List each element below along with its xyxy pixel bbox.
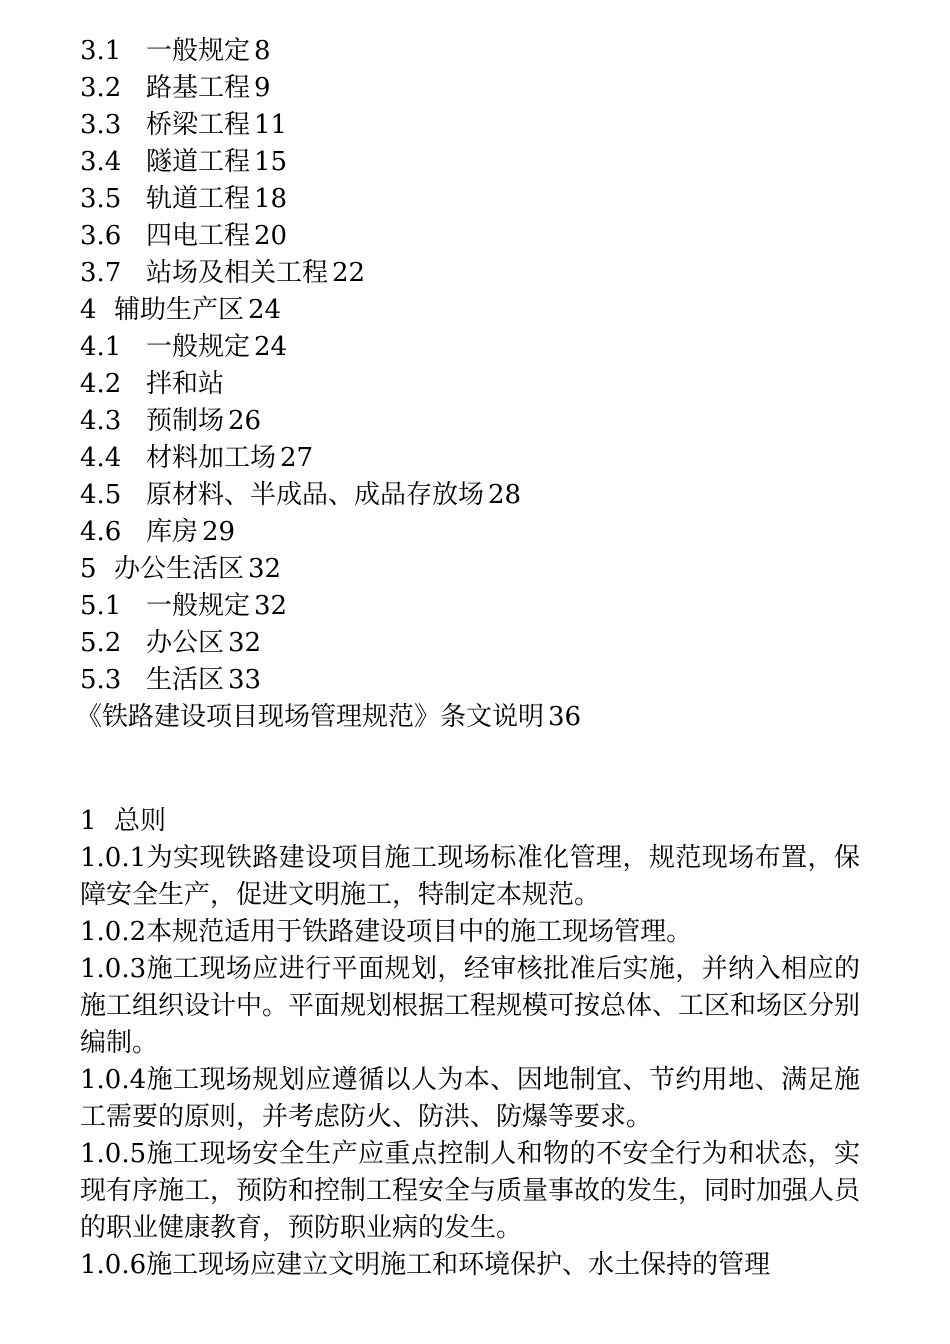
toc-entry-number: 5 [80,554,97,584]
general-provisions-section [80,803,860,1284]
toc-entry-number: 3.2 [80,73,122,103]
toc-entry-title: 预制场 [146,406,225,436]
toc-entry-number: 3.5 [80,184,122,214]
toc-entry-title: 桥梁工程 [146,110,251,140]
toc-entry-page: 24 [248,295,282,325]
toc-entry-page: 26 [228,406,262,436]
toc-entry-title: 拌和站 [146,369,225,399]
toc-entry-page: 36 [548,702,582,732]
toc-entry-page: 29 [202,517,236,547]
toc-entry-page: 33 [228,665,262,695]
section-heading-title: 总则 [114,806,167,836]
toc-entry-page: 20 [254,221,288,251]
toc-entry [80,33,920,70]
toc-entry-title: 库房 [146,517,199,547]
toc-entry-page: 22 [332,258,366,288]
toc-entry [80,403,920,440]
section-heading-number: 1 [80,806,97,836]
toc-entry-page: 9 [254,73,271,103]
toc-entry-number: 4.4 [80,443,122,473]
toc-entry [80,551,920,588]
toc-entry [80,144,920,181]
toc-entry-page: 27 [280,443,314,473]
toc-entry-number: 4.1 [80,332,122,362]
toc-entry [80,477,920,514]
toc-entry-number: 3.6 [80,221,122,251]
toc-entry-page: 8 [254,36,271,66]
toc-entry [80,625,920,662]
section-heading [80,803,860,840]
toc-entry [80,107,920,144]
toc-entry-page: 32 [248,554,282,584]
toc-entry [80,70,920,107]
clause-paragraph: 1.0.6施工现场应建立文明施工和环境保护、水土保持的管理 [80,1250,771,1280]
toc-entry-title: 四电工程 [146,221,251,251]
toc-entry-title: 一般规定 [146,36,251,66]
toc-entry-title: 站场及相关工程 [146,258,329,288]
toc-entry-title: 路基工程 [146,73,251,103]
toc-entry-number: 3.4 [80,147,122,177]
toc-entry-title: 轨道工程 [146,184,251,214]
clause-paragraph: 1.0.5施工现场安全生产应重点控制人和物的不安全行为和状态，实现有序施工，预防和控制工程安全与质量事故的发生，同时加强人员的职业健康教育，预防职业病的发生。 [80,1139,861,1243]
table-of-contents [76,33,920,736]
toc-entry-title: 生活区 [146,665,225,695]
toc-entry-number: 4.3 [80,406,122,436]
toc-entry-page: 11 [254,110,288,140]
toc-entry-number: 5.3 [80,665,122,695]
toc-entry-number: 3.1 [80,36,122,66]
toc-entry-title: 一般规定 [146,591,251,621]
toc-entry-title: 辅助生产区 [114,295,245,325]
toc-entry-number: 3.7 [80,258,122,288]
toc-entry [80,588,920,625]
toc-entry-title: 办公区 [146,628,225,658]
toc-entry-title: 材料加工场 [146,443,277,473]
clause-paragraph: 1.0.4施工现场规划应遵循以人为本、因地制宜、节约用地、满足施工需要的原则，并考虑防火、防洪、防爆等要求。 [80,1065,860,1132]
toc-entry [80,366,920,403]
toc-entry-number: 4.2 [80,369,122,399]
toc-entry-page: 32 [228,628,262,658]
toc-entry [80,218,920,255]
toc-entry [80,292,920,329]
toc-entry [80,662,920,699]
toc-entry-page: 24 [254,332,288,362]
clause-paragraph: 1.0.3施工现场应进行平面规划，经审核批准后实施，并纳入相应的施工组织设计中。平面规划根据工程规模可按总体、工区和场区分别编制。 [80,954,861,1058]
toc-entry-number: 4.6 [80,517,122,547]
toc-entry [80,440,920,477]
toc-entry [80,514,920,551]
toc-entry-title: 隧道工程 [146,147,251,177]
toc-entry-number: 5.1 [80,591,122,621]
toc-entry [80,181,920,218]
toc-entry-number: 5.2 [80,628,122,658]
clause-paragraph: 1.0.1为实现铁路建设项目施工现场标准化管理，规范现场布置，保障安全生产，促进文明施工，特制定本规范。 [80,843,860,910]
toc-entry-title: 办公生活区 [114,554,245,584]
toc-entry [80,329,920,366]
toc-entry-explanation [76,699,920,736]
toc-entry-title: 原材料、半成品、成品存放场 [146,480,485,510]
toc-entry-number: 4.5 [80,480,122,510]
toc-entry-page: 15 [254,147,288,177]
toc-entry-number: 4 [80,295,97,325]
toc-entry-page: 32 [254,591,288,621]
toc-entry-number: 3.3 [80,110,122,140]
toc-entry-page: 28 [488,480,522,510]
toc-entry-title: 《铁路建设项目现场管理规范》条文说明 [76,702,545,732]
toc-entry-title: 一般规定 [146,332,251,362]
toc-entry [80,255,920,292]
toc-entry-page: 18 [254,184,288,214]
clause-paragraph: 1.0.2本规范适用于铁路建设项目中的施工现场管理。 [80,917,693,947]
